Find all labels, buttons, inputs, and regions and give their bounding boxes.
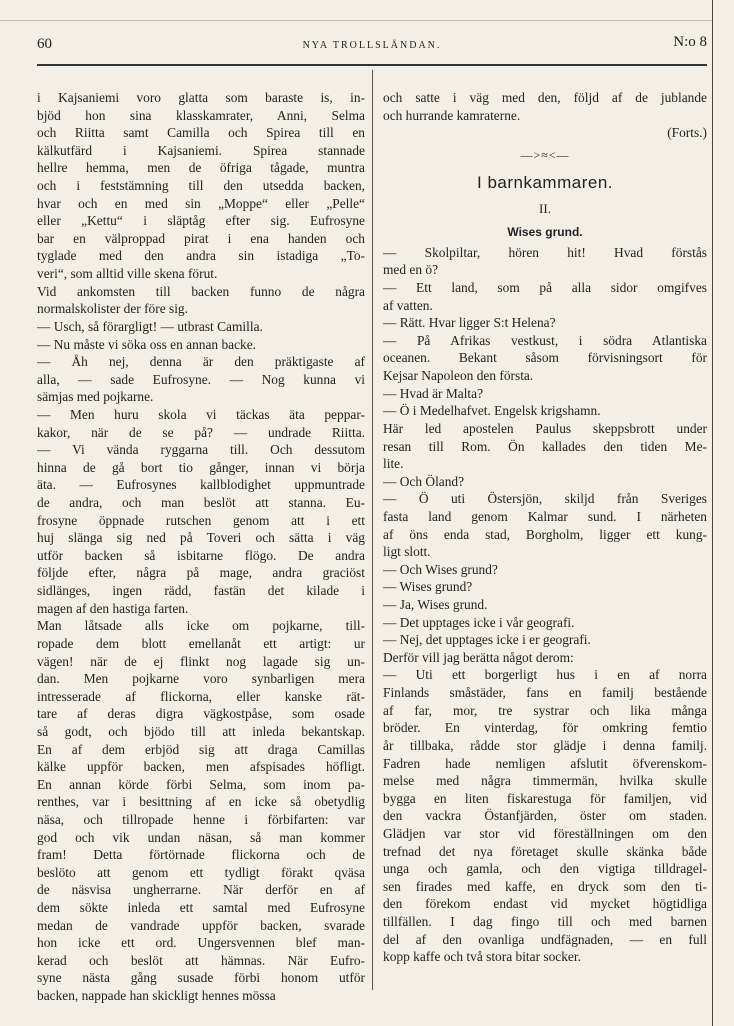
text-line: fasta land genom Kalmar sund. I närheten — [383, 508, 707, 524]
text-line: bar en välproppad pirat i ena handen och — [37, 230, 365, 246]
right-column — [383, 89, 707, 966]
text-line: trefnad det nya företaget skulle skänka både — [383, 843, 707, 859]
text-line: — Och Wises grund? — [383, 561, 498, 577]
article-body — [383, 244, 707, 966]
text-line: hvar och en med sin „Moppe“ eller „Pelle“ — [37, 195, 365, 211]
text-line: unga och gamla, och den vigtiga tilldragel- — [383, 861, 707, 877]
text-line: intresserade af flickorna, eller kanske rät- — [37, 688, 365, 704]
text-line: — Ö i Medelhafvet. Engelsk krigshamn. — [383, 403, 601, 419]
text-line: hinna de gå bort tio gånger, innan vi börja — [37, 459, 365, 475]
text-line: — Ja, Wises grund. — [383, 597, 488, 613]
running-title: NYA TROLLSLÄNDAN. — [302, 40, 442, 51]
text-line: och hurrande kamraterne. — [383, 107, 521, 123]
text-line: — Nu måste vi söka oss en annan backe. — [37, 336, 257, 352]
text-line: resan till Rom. Ön kallades den tiden Me- — [383, 438, 707, 454]
text-line: — Vi vända ryggarna till. Och dessutom — [37, 442, 365, 458]
text-line: medan de vandrade uppför backen, svarade — [37, 917, 365, 933]
text-line: dem sökte inleda ett samtal med Eufrosyne — [37, 900, 365, 916]
text-line: — Usch, så förargligt! — utbrast Camilla. — [37, 318, 263, 334]
text-line: Finlands småstäder, fans en familj bestående — [383, 685, 707, 701]
text-line: En annan körde förbi Selma, som inom pa- — [37, 776, 365, 792]
text-line: sen firades med kaffe, en dryck som den ti- — [383, 878, 707, 894]
story-ending — [383, 89, 707, 124]
text-line: bröder. En vinterdag, för omkring femtio — [383, 720, 707, 736]
text-line: bjöd hon sina klasskamrater, Anni, Selma — [37, 107, 365, 123]
text-line: — Och Öland? — [383, 473, 465, 489]
text-line: kälke uppför backen, men afspisades höfligt. — [37, 759, 365, 775]
text-line: — Ö uti Östersjön, skiljd från Sveriges — [383, 491, 707, 507]
text-line: den vackra Östanfjärden, öster om staden. — [383, 808, 707, 824]
ornament-divider: —>≈<— — [520, 147, 570, 162]
text-line: god och vik undan näsan, så man kommer — [37, 829, 365, 845]
text-line: — Skolpiltar, hören hit! Hvad förstås — [383, 244, 707, 260]
text-line: kerad och beslöt att hämnas. När Eufro- — [37, 952, 365, 968]
section-number: II. — [539, 200, 551, 216]
text-line: Vid ankomsten till backen funno de några — [37, 283, 365, 299]
page-right-edge — [712, 0, 713, 1026]
text-line: — Åh nej, denna är den präktigaste af — [37, 354, 365, 370]
text-line: Man låtsade alls icke om pojkarne, till- — [37, 618, 365, 634]
text-line: alla, — sade Eufrosyne. — Nog kunna vi — [37, 371, 365, 387]
continued-note: (Forts.) — [667, 125, 707, 141]
text-line: kopp kaffe och två stora bitar socker. — [383, 949, 581, 965]
text-line: Här led apostelen Paulus skeppsbrott under — [383, 420, 707, 436]
text-line: backen, nappade han skickligt hennes mössa — [37, 988, 276, 1004]
text-line: oceanen. Bekant såsom förvisningsort för — [383, 350, 707, 366]
text-line: hellre hemma, men de öfriga tågade, muntra — [37, 160, 365, 176]
text-line: de andra, och man beslöt att stanna. Eu- — [37, 495, 365, 511]
text-line: — Nej, det upptages icke i er geografi. — [383, 632, 591, 648]
text-line: de näsvisa ungherrarne. När derför en af — [37, 882, 365, 898]
issue-number: N:o 8 — [673, 34, 707, 50]
text-line: af far, mor, tre systrar och lika många — [383, 702, 707, 718]
text-line: följde efter, några på mage, andra graciöst — [37, 565, 365, 581]
text-line: vägen! när de ej flinkt nog lagade sig un- — [37, 653, 365, 669]
text-line: melse med några timmermän, hvilka skulle — [383, 773, 707, 789]
text-line: af vatten. — [383, 297, 433, 313]
left-column — [37, 89, 365, 1005]
text-line: och satte i väg med den, följd af de jublande — [383, 90, 707, 105]
column-divider — [372, 70, 373, 990]
text-line: den förekom endast vid mycket högtidliga — [383, 896, 707, 912]
text-line: — Men huru skola vi täckas äta peppar- — [37, 406, 365, 422]
text-line: magen af den hastiga farten. — [37, 600, 189, 616]
text-line: dan. Men pojkarne voro synbarligen mera — [37, 671, 365, 687]
text-line: ligt slott. — [383, 544, 431, 560]
text-line: tare af deras digra vägkostpåse, som osade — [37, 706, 365, 722]
text-line: — Wises grund? — [383, 579, 473, 595]
text-line: Fadren hade nemligen afslutit öfverenskom- — [383, 755, 707, 771]
text-line: renthes, var i besittning af en icke så obetydlig — [37, 794, 365, 810]
article-subtitle: Wises grund. — [507, 224, 583, 239]
text-line: fram! Detta förtörnade flickorna och de — [37, 847, 365, 863]
text-line: utför backen så isbitarne flögo. De andra — [37, 547, 365, 563]
text-line: frosyne öppnade rutschen genom att i ett — [37, 512, 365, 528]
text-line: ropade dem blott emellanåt ett artigt: ur — [37, 635, 365, 651]
text-line: — Uti ett borgerligt hus i en af norra — [383, 667, 707, 683]
text-line: så godt, och bjödo till att inleda bekantskap. — [37, 723, 365, 739]
text-line: normalskolister der före sig. — [37, 301, 188, 317]
text-line: äta. — Eufrosynes kallblodighet uppmuntrade — [37, 477, 365, 493]
text-line: huj slänga sig ned på Toveri och sätta i väg — [37, 530, 365, 546]
text-line: del af den ovanliga undfägnaden, — en full — [383, 931, 707, 947]
page-number: 60 — [37, 36, 52, 52]
page-top-edge — [0, 20, 712, 21]
text-line: tillfällen. I dag fingo till och med barnen — [383, 913, 707, 929]
text-line: af öns enda stad, Borgholm, ligger ett kung- — [383, 526, 707, 542]
text-line: — Ett land, som på alla sidor omgifves — [383, 280, 707, 296]
text-line: Kejsar Napoleon den första. — [383, 368, 534, 384]
text-line: eller „Kettu“ i släptåg efter sig. Eufrosyne — [37, 213, 365, 229]
text-line: år tillbaka, rådde stor glädje i denna familj. — [383, 737, 707, 753]
header-rule — [37, 64, 707, 66]
text-line: — Hvad är Malta? — [383, 385, 484, 401]
text-line: tyglade med den andra sin istadiga „To- — [37, 248, 365, 264]
text-line: beslöto att genom ett tydligt förakt qväsa — [37, 864, 365, 880]
text-line: — Rätt. Hvar ligger S:t Helena? — [383, 315, 556, 331]
text-line: bygga en liten fiskarestuga för familjen, vid — [383, 790, 707, 806]
text-line: sämjas med pojkarne. — [37, 389, 154, 405]
text-line: med en ö? — [383, 262, 439, 278]
text-line: kakor, när de se på? — undrade Riitta. — [37, 424, 365, 440]
text-line: och i feststämning till den utsedda backen, — [37, 178, 365, 194]
text-line: i Kajsaniemi voro glatta som baraste is, in- — [37, 90, 365, 105]
text-line: Derför vill jag berätta något derom: — [383, 649, 574, 665]
page-header — [37, 34, 707, 58]
text-line: — Det upptages icke i vår geografi. — [383, 614, 575, 630]
text-line: kälkutfärd i Kajsaniemi. Spirea stannade — [37, 142, 365, 158]
text-line: näsa, och tillropade henne i förbifarten: var — [37, 811, 365, 827]
text-line: hon icke ett ord. Ungersvennen blef man- — [37, 935, 365, 951]
text-line: och Riitta samt Camilla och Spirea till en — [37, 125, 365, 141]
text-line: En af dem erbjöd sig att draga Camillas — [37, 741, 365, 757]
section-title: I barnkammaren. — [477, 172, 613, 192]
text-line: sidlänges, ingen rädd, fastän det kilade i — [37, 583, 365, 599]
text-line: — På Afrikas vestkust, i södra Atlantiska — [383, 332, 707, 348]
text-line: syne nästa gång susade förbi honom utför — [37, 970, 365, 986]
text-line: Glädjen var stor vid föreställningen om den — [383, 825, 707, 841]
text-line: lite. — [383, 456, 404, 472]
text-line: veri“, som alltid ville skena förut. — [37, 266, 218, 282]
